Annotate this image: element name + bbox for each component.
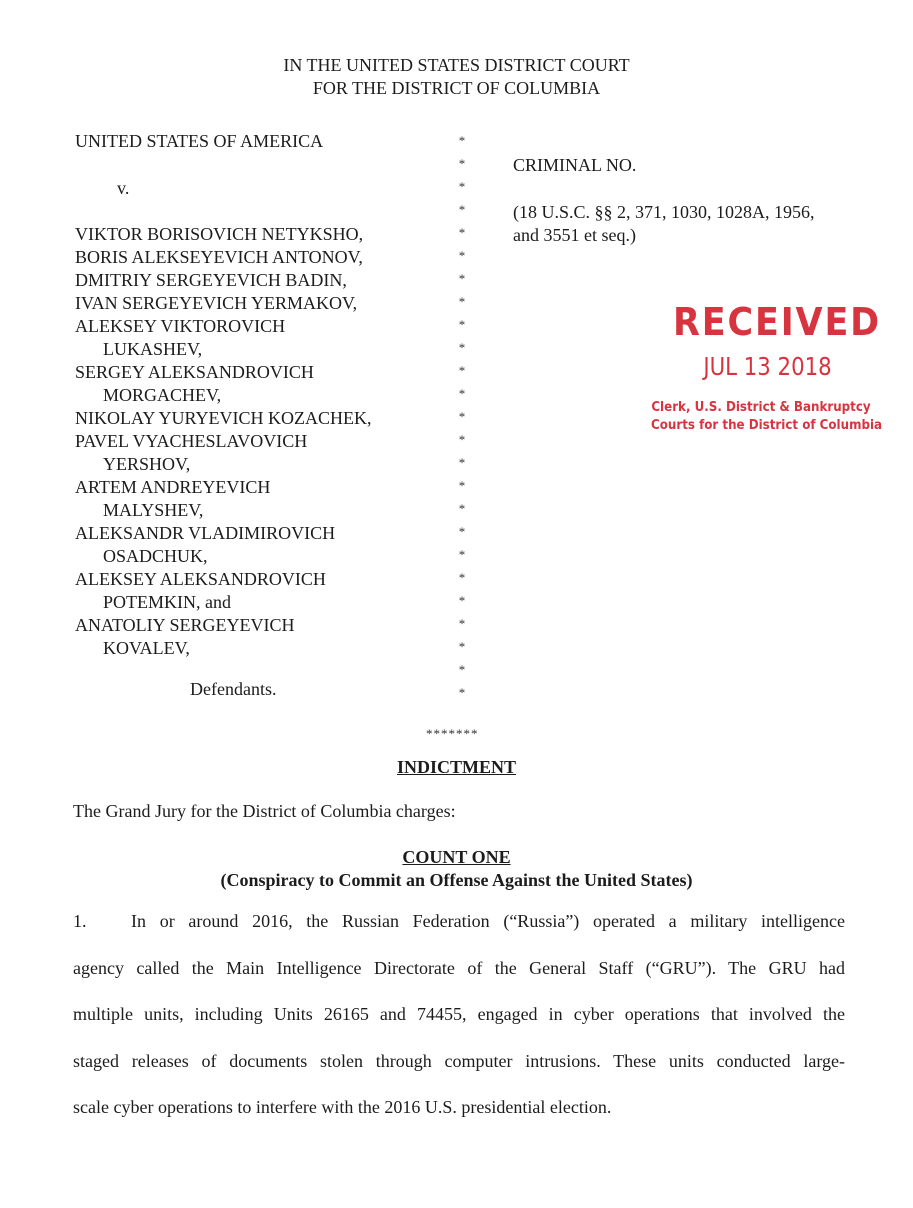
caption-star: * [458, 156, 466, 171]
defendant-line: ARTEM ANDREYEVICH [75, 477, 271, 497]
caption-star: * [458, 317, 466, 332]
caption-star: * [458, 202, 466, 217]
defendant-line: ALEKSEY ALEKSANDROVICH [75, 569, 326, 589]
defendant-line: MORGACHEV, [103, 385, 222, 405]
caption-star: * [458, 478, 466, 493]
received-stamp-clerk-line1: Clerk, U.S. District & Bankruptcy [651, 399, 871, 415]
caption-star-row: ******* [426, 726, 479, 741]
indictment-title: INDICTMENT [396, 757, 516, 777]
defendants-label: Defendants. [190, 679, 277, 699]
defendant-line: VIKTOR BORISOVICH NETYKSHO, [75, 224, 364, 244]
defendant-line: ANATOLIY SERGEYEVICH [75, 615, 295, 635]
received-stamp-title: RECEIVED [673, 300, 882, 344]
caption-star: * [458, 593, 466, 608]
defendant-line: SERGEY ALEKSANDROVICH [75, 362, 314, 382]
caption-star: * [458, 225, 466, 240]
caption-star: * [458, 363, 466, 378]
defendant-line: ALEKSEY VIKTOROVICH [75, 316, 286, 336]
paragraph-number: 1. [73, 911, 87, 931]
defendant-line: ALEKSANDR VLADIMIROVICH [75, 523, 336, 543]
defendant-line: OSADCHUK, [103, 546, 208, 566]
caption-star: * [458, 432, 466, 447]
defendant-line: NIKOLAY YURYEVICH KOZACHEK, [75, 408, 372, 428]
caption-star: * [458, 340, 466, 355]
caption-star: * [458, 616, 466, 631]
paragraph-line-1: In or around 2016, the Russian Federation (“Russia”) operated a military intelligence [131, 911, 845, 931]
versus-label: v. [117, 178, 130, 198]
statutes-line2: and 3551 et seq.) [513, 225, 636, 245]
plaintiff-name: UNITED STATES OF AMERICA [75, 131, 324, 151]
caption-star: * [458, 271, 466, 286]
caption-star: * [458, 409, 466, 424]
defendant-line: IVAN SERGEYEVICH YERMAKOV, [75, 293, 358, 313]
statutes-line1: (18 U.S.C. §§ 2, 371, 1030, 1028A, 1956, [513, 202, 815, 222]
caption-star: * [458, 133, 466, 148]
paragraph-line-4: staged releases of documents stolen through computer intrusions. These units conducted large- [73, 1051, 845, 1071]
caption-star: * [458, 662, 466, 677]
defendant-line: POTEMKIN, and [103, 592, 231, 612]
grand-jury-charges: The Grand Jury for the District of Columbia charges: [73, 801, 456, 821]
paragraph-line-5: scale cyber operations to interfere with the 2016 U.S. presidential election. [73, 1097, 612, 1117]
paragraph-line-3: multiple units, including Units 26165 and 74455, engaged in cyber operations that involved the [73, 1004, 845, 1024]
caption-star: * [458, 455, 466, 470]
defendant-line: MALYSHEV, [103, 500, 204, 520]
caption-star: * [458, 524, 466, 539]
defendant-line: DMITRIY SERGEYEVICH BADIN, [75, 270, 347, 290]
caption-star: * [458, 547, 466, 562]
court-name-line2: FOR THE DISTRICT OF COLUMBIA [312, 78, 601, 98]
caption-star: * [458, 386, 466, 401]
caption-star: * [458, 639, 466, 654]
received-stamp-clerk-line2: Courts for the District of Columbia [651, 417, 883, 433]
received-stamp-date: JUL 13 2018 [703, 352, 832, 381]
defendant-line: KOVALEV, [103, 638, 190, 658]
caption-star: * [458, 294, 466, 309]
defendant-line: LUKASHEV, [103, 339, 203, 359]
count-one-title: COUNT ONE [402, 847, 511, 867]
defendant-line: YERSHOV, [103, 454, 191, 474]
paragraph-line-2: agency called the Main Intelligence Directorate of the General Staff (“GRU”). The GRU had [73, 958, 845, 978]
caption-star: * [458, 179, 466, 194]
caption-star: * [458, 570, 466, 585]
caption-star: * [458, 248, 466, 263]
caption-star: * [458, 501, 466, 516]
defendant-line: BORIS ALEKSEYEVICH ANTONOV, [75, 247, 363, 267]
court-name-line1: IN THE UNITED STATES DISTRICT COURT [283, 55, 630, 75]
caption-star: * [458, 685, 466, 700]
count-one-subtitle: (Conspiracy to Commit an Offense Against the United States) [220, 870, 693, 890]
defendant-line: PAVEL VYACHESLAVOVICH [75, 431, 308, 451]
criminal-number-label: CRIMINAL NO. [513, 155, 637, 175]
